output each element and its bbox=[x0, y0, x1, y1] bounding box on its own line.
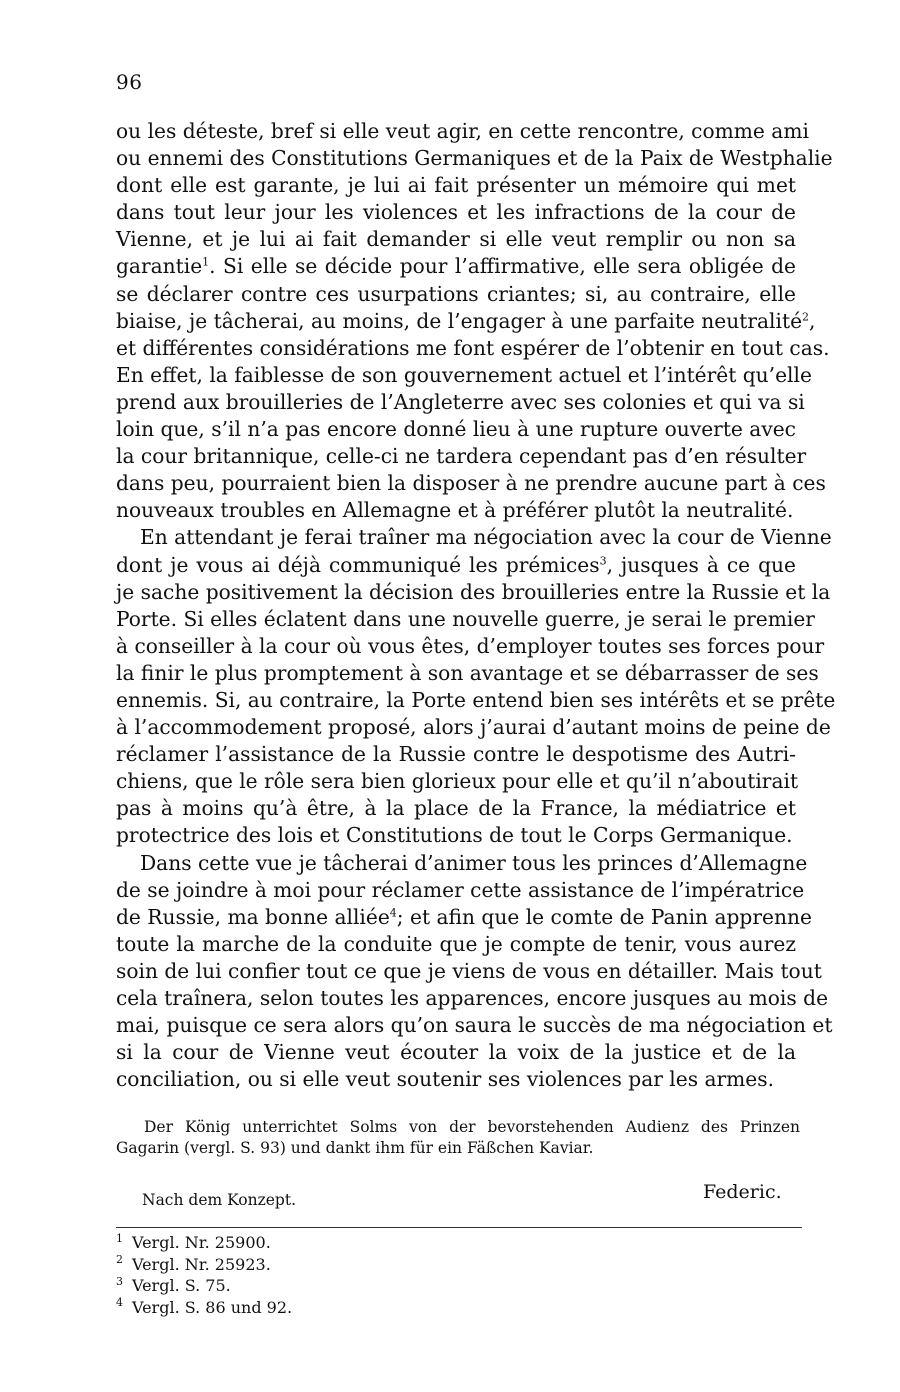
body-line-text: de Russie, ma bonne alliée bbox=[116, 904, 390, 929]
body-line bbox=[116, 362, 812, 389]
source-note: Nach dem Konzept. bbox=[142, 1191, 297, 1209]
body-line bbox=[116, 579, 831, 606]
body-line-text: soin de lui confier tout ce que je viens de vous en détailler. Mais tout bbox=[116, 958, 822, 983]
body-line-text: ennemis. Si, au contraire, la Porte entend bien ses intérêts et se prête bbox=[116, 687, 836, 712]
footnote: 2 Vergl. Nr. 25923. bbox=[116, 1253, 271, 1274]
editorial-note bbox=[116, 1117, 800, 1159]
letter-body bbox=[116, 118, 836, 1093]
body-line-text: , jusques à ce que bbox=[606, 552, 796, 577]
body-line-text: loin que, s’il n’a pas encore donné lieu à une rupture ouverte avec bbox=[116, 417, 796, 442]
footnote: 1 Vergl. Nr. 25900. bbox=[116, 1231, 271, 1252]
body-line-text: mai, puisque ce sera alors qu’on saura le succès de ma négociation et bbox=[116, 1013, 833, 1038]
body-line-text: réclamer l’assistance de la Russie contre le despotisme des Autri- bbox=[116, 742, 796, 767]
page-number: 96 bbox=[116, 70, 143, 94]
body-line-text: ou ennemi des Constitutions Germaniques et de la Paix de Westphalie bbox=[116, 146, 833, 171]
body-line bbox=[116, 850, 808, 877]
body-line bbox=[116, 389, 805, 416]
body-line bbox=[116, 552, 796, 579]
body-line bbox=[116, 118, 809, 145]
body-line-text: dont elle est garante, je lui ai fait présenter un mémoire qui met bbox=[116, 173, 796, 198]
footnotes bbox=[116, 1232, 292, 1318]
body-line-text: à l’accommodement proposé, alors j’aurai d’autant moins de peine de bbox=[116, 715, 831, 740]
body-line-text: conciliation, ou si elle veut soutenir ses violences par les armes. bbox=[116, 1067, 775, 1092]
body-line bbox=[116, 1066, 796, 1093]
body-line bbox=[116, 443, 807, 470]
body-line bbox=[116, 1039, 796, 1066]
footnote-text: Vergl. Nr. 25923. bbox=[132, 1254, 271, 1274]
body-line bbox=[116, 985, 829, 1012]
note-line: Gagarin (vergl. S. 93) und dankt ihm für ein Fäßchen Kaviar. bbox=[116, 1139, 594, 1157]
footnote-reference: 3 bbox=[599, 553, 607, 567]
body-line bbox=[116, 253, 796, 280]
footnote-divider bbox=[116, 1227, 802, 1228]
body-line bbox=[116, 416, 796, 443]
body-line bbox=[116, 226, 796, 253]
body-line bbox=[116, 281, 796, 308]
body-line-text: En attendant je ferai traîner ma négociation avec la cour de Vienne bbox=[140, 525, 832, 550]
body-line-text: . Si elle se décide pour l’affirmative, elle sera obligée de bbox=[209, 254, 796, 279]
body-line bbox=[116, 308, 816, 335]
body-line bbox=[116, 145, 833, 172]
body-line-text: Dans cette vue je tâcherai d’animer tous les princes d’Allemagne bbox=[140, 850, 808, 875]
note-line: Der König unterrichtet Solms von der bevorstehenden Audienz des Prinzen bbox=[144, 1118, 800, 1136]
body-line bbox=[116, 199, 796, 226]
footnote-text: Vergl. Nr. 25900. bbox=[132, 1233, 271, 1252]
body-line-text: nouveaux troubles en Allemagne et à préférer plutôt la neutralité. bbox=[116, 498, 794, 523]
body-line-text: si la cour de Vienne veut écouter la voix de la justice et de la bbox=[116, 1040, 796, 1065]
body-line bbox=[116, 768, 799, 795]
footnote: 4 Vergl. S. 86 und 92. bbox=[116, 1296, 293, 1317]
signature: Federic. bbox=[703, 1181, 782, 1203]
footnote-reference: 2 bbox=[802, 309, 810, 323]
body-line-text: et différentes considérations me font espérer de l’obtenir en tout cas. bbox=[116, 335, 830, 360]
body-line-text: toute la marche de la conduite que je compte de tenir, vous aurez bbox=[116, 931, 796, 956]
body-line-text: ou les déteste, bref si elle veut agir, en cette rencontre, comme ami bbox=[116, 119, 809, 143]
body-line bbox=[116, 606, 815, 633]
body-line bbox=[116, 877, 805, 904]
body-line bbox=[116, 470, 826, 497]
body-line-text: biaise, je tâcherai, au moins, de l’engager à une parfaite neutralité bbox=[116, 308, 803, 333]
body-line bbox=[116, 687, 836, 714]
body-line-text: se déclarer contre ces usurpations criantes; si, au contraire, elle bbox=[116, 281, 796, 306]
footnote-text: Vergl. S. 86 und 92. bbox=[132, 1297, 293, 1317]
body-line-text: Porte. Si elles éclatent dans une nouvelle guerre, je serai le premier bbox=[116, 606, 815, 631]
body-line bbox=[116, 822, 796, 849]
body-line bbox=[116, 904, 812, 931]
body-line-text: dont je vous ai déjà communiqué les prémices bbox=[116, 552, 600, 577]
body-line-text: cela traînera, selon toutes les apparences, encore jusques au mois de bbox=[116, 986, 829, 1010]
body-line-text: je sache positivement la décision des brouilleries entre la Russie et la bbox=[116, 579, 831, 604]
body-line bbox=[116, 633, 825, 660]
footnote-reference: 1 bbox=[202, 255, 210, 269]
body-line-text: de se joindre à moi pour réclamer cette assistance de l’impératrice bbox=[116, 877, 805, 902]
body-line-text: la finir le plus promptement à son avantage et se débarrasser de ses bbox=[116, 660, 819, 685]
body-line-text: prend aux brouilleries de l’Angleterre avec ses colonies et qui va si bbox=[116, 389, 805, 414]
body-line-text: garantie bbox=[116, 254, 203, 279]
body-line bbox=[116, 497, 796, 524]
body-line-text: ; et afin que le comte de Panin apprenne bbox=[396, 904, 812, 929]
body-line-text: En effet, la faiblesse de son gouvernement actuel et l’intérêt qu’elle bbox=[116, 362, 812, 387]
body-line-text: dans peu, pourraient bien la disposer à ne prendre aucune part à ces bbox=[116, 471, 826, 496]
body-line bbox=[116, 660, 819, 687]
body-line-text: Vienne, et je lui ai fait demander si elle veut remplir ou non sa bbox=[116, 227, 796, 252]
footnote: 3 Vergl. S. 75. bbox=[116, 1274, 231, 1295]
body-line bbox=[116, 958, 822, 985]
body-line bbox=[116, 714, 831, 741]
body-line bbox=[116, 1012, 833, 1039]
body-line-text: , bbox=[809, 308, 816, 333]
body-line-text: à conseiller à la cour où vous êtes, d’employer toutes ses forces pour bbox=[116, 633, 825, 658]
body-line bbox=[116, 172, 796, 199]
body-line bbox=[116, 335, 830, 362]
body-line-text: pas à moins qu’à être, à la place de la France, la médiatrice et bbox=[116, 796, 796, 821]
footnote-reference: 4 bbox=[389, 905, 397, 919]
body-line-text: dans tout leur jour les violences et les infractions de la cour de bbox=[116, 200, 796, 225]
body-line bbox=[116, 795, 796, 822]
body-line-text: protectrice des lois et Constitutions de tout le Corps Germanique. bbox=[116, 823, 793, 848]
body-line-text: chiens, que le rôle sera bien glorieux pour elle et qu’il n’aboutirait bbox=[116, 769, 799, 794]
footnote-text: Vergl. S. 75. bbox=[132, 1276, 231, 1295]
body-line bbox=[116, 524, 832, 551]
body-line bbox=[116, 741, 796, 768]
body-line-text: la cour britannique, celle-ci ne tardera cependant pas d’en résulter bbox=[116, 444, 807, 469]
body-line bbox=[116, 931, 796, 958]
